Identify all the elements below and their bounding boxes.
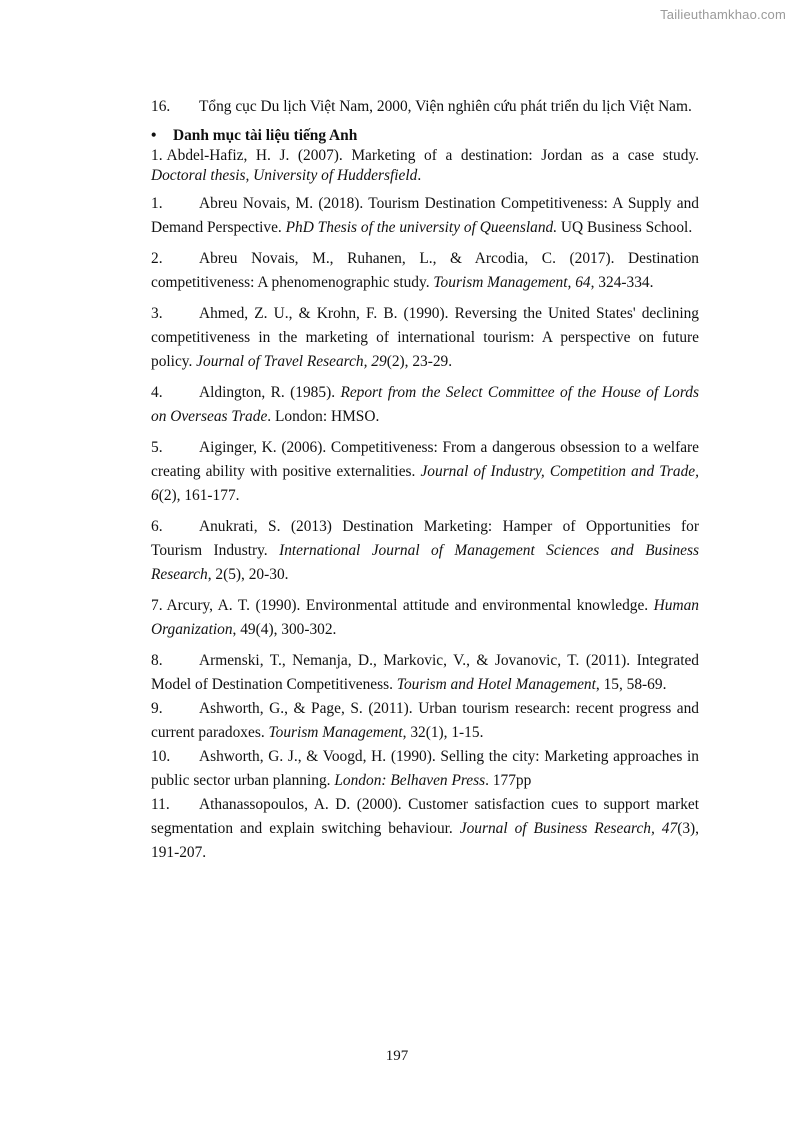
reference-details: (2), 23-29. [386, 353, 453, 370]
reference-text: Tổng cục Du lịch Việt Nam, 2000, Viện nghiên cứu phát triển du lịch Việt Nam. [199, 98, 692, 115]
reference-number: 1. [151, 147, 163, 164]
reference-number: 4. [151, 384, 163, 401]
reference-text: Aiginger, K. (2006). Competitiveness: From a dangerous obsession to a welfare creating ability with positive externalities. [151, 439, 699, 480]
reference-source: Tourism and Hotel Management [396, 676, 596, 693]
reference-entry [151, 247, 699, 295]
reference-details: (2), 161-177. [158, 487, 240, 504]
reference-entry [151, 594, 699, 642]
reference-details: , 15, 58-69. [595, 676, 667, 693]
reference-number: 9. [151, 700, 163, 717]
reference-text: Athanassopoulos, A. D. (2000). Customer satisfaction cues to support market segmentation and explain switching behaviour. [151, 796, 699, 837]
reference-details: , 2(5), 20-30. [207, 566, 289, 583]
reference-number: 6. [151, 518, 163, 535]
reference-entry [151, 793, 699, 865]
references-body [151, 95, 699, 865]
reference-entry [151, 697, 699, 745]
reference-source: Tourism Management, 64 [433, 274, 591, 291]
section-heading-text: Danh mục tài liệu tiếng Anh [173, 127, 358, 144]
reference-text: Armenski, T., Nemanja, D., Markovic, V., & Jovanovic, T. (2011). Integrated Model of Destination Competitiveness. [151, 652, 699, 693]
reference-source: Report from the Select Committee of the House of Lords on Overseas Trade [151, 384, 699, 425]
reference-number: 16. [151, 98, 171, 115]
reference-source: Journal of Travel Research, 29 [196, 353, 387, 370]
reference-source: Human Organization [151, 597, 699, 638]
reference-text: Ahmed, Z. U., & Krohn, F. B. (1990). Reversing the United States' declining competitiveness in the marketing of international tourism: A perspective on future policy. [151, 305, 699, 370]
reference-entry [151, 436, 699, 508]
reference-details: UQ Business School. [557, 219, 693, 236]
reference-text: Anukrati, S. (2013) Destination Marketing: Hamper of Opportunities for Tourism Industry. [151, 518, 699, 559]
reference-entry [151, 649, 699, 697]
reference-entry [151, 302, 699, 374]
reference-details: . [417, 167, 422, 184]
reference-text: Ashworth, G. J., & Voogd, H. (1990). Selling the city: Marketing approaches in public sector urban planning. [151, 748, 699, 789]
reference-entry [151, 95, 699, 119]
reference-details: (3), 191-207. [151, 820, 699, 861]
reference-details: , 49(4), 300-302. [232, 621, 337, 638]
reference-number: 11. [151, 796, 170, 813]
watermark-text: Tailieuthamkhao.com [660, 7, 786, 22]
reference-details: , 32(1), 1-15. [402, 724, 484, 741]
reference-text: Aldington, R. (1985). [199, 384, 341, 401]
reference-number: 10. [151, 748, 171, 765]
reference-source: Doctoral thesis, University of Huddersfield [151, 167, 418, 184]
reference-source: London: Belhaven Press [334, 772, 486, 789]
reference-entry [151, 515, 699, 587]
reference-text: Abreu Novais, M., Ruhanen, L., & Arcodia, C. (2017). Destination competitiveness: A phenomenographic study. [151, 250, 699, 291]
reference-text: Abdel-Hafiz, H. J. (2007). Marketing of a destination: Jordan as a case study. [166, 147, 699, 164]
reference-number: 3. [151, 305, 163, 322]
reference-text: Arcury, A. T. (1990). Environmental attitude and environmental knowledge. [166, 597, 654, 614]
reference-details: . London: HMSO. [267, 408, 380, 425]
reference-entry [151, 192, 699, 240]
reference-source: International Journal of Management Sciences and Business Research [151, 542, 699, 583]
reference-source: Tourism Management [268, 724, 403, 741]
reference-text: Ashworth, G., & Page, S. (2011). Urban tourism research: recent progress and current paradoxes. [151, 700, 699, 741]
reference-entry [151, 381, 699, 429]
bullet-icon: • [151, 127, 157, 144]
reference-number: 5. [151, 439, 163, 456]
reference-source: PhD Thesis of the university of Queensland. [285, 219, 558, 236]
reference-source: Journal of Business Research, 47 [459, 820, 678, 837]
reference-source: Journal of Industry, Competition and Trade, 6 [151, 463, 699, 504]
reference-number: 7. [151, 597, 163, 614]
reference-text: Abreu Novais, M. (2018). Tourism Destination Competitiveness: A Supply and Demand Perspective. [151, 195, 699, 236]
reference-number: 2. [151, 250, 163, 267]
reference-entry [151, 146, 699, 186]
section-heading [151, 126, 699, 146]
reference-entry [151, 745, 699, 793]
reference-number: 1. [151, 195, 163, 212]
reference-details: , 324-334. [590, 274, 654, 291]
reference-number: 8. [151, 652, 163, 669]
page-number: 197 [385, 1048, 409, 1064]
reference-details: . 177pp [485, 772, 532, 789]
